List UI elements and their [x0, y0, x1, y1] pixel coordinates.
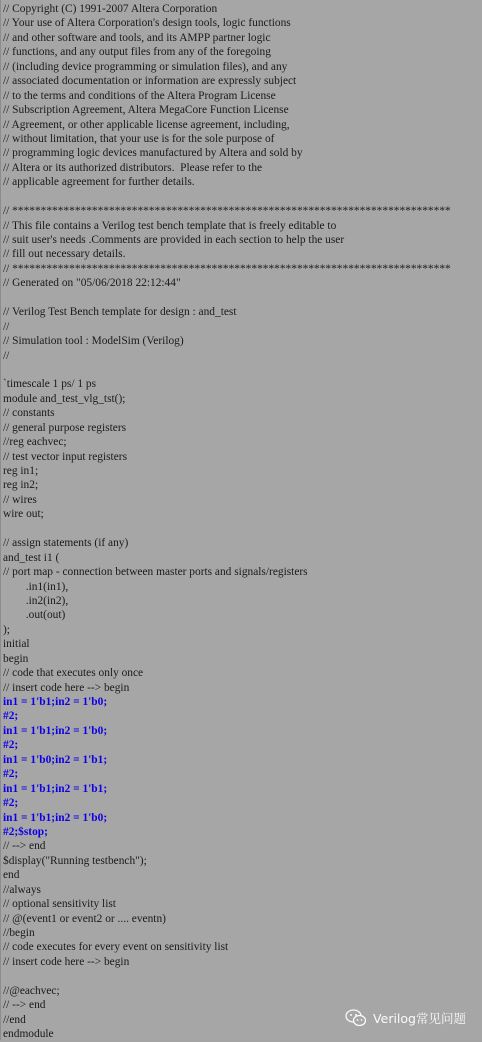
- code-line: // *****************************************************************************: [3, 262, 451, 275]
- code-line: in1 = 1'b1;in2 = 1'b0;: [3, 811, 108, 824]
- code-line: //begin: [3, 927, 35, 939]
- code-line: // This file contains a Verilog test bench template that is freely editable to: [3, 219, 337, 232]
- code-line: //: [3, 320, 10, 333]
- wechat-icon: [345, 1009, 367, 1027]
- code-line: // general purpose registers: [3, 421, 127, 434]
- code-line: in1 = 1'b1;in2 = 1'b1;: [3, 782, 108, 795]
- code-line: // --> end: [3, 840, 46, 853]
- code-line: reg in2;: [3, 479, 39, 492]
- code-line: //: [3, 349, 10, 362]
- code-line: // Agreement, or other applicable license agreement, including,: [3, 118, 290, 131]
- code-line: // Subscription Agreement, Altera MegaCore Function License: [3, 104, 289, 117]
- code-line: //reg eachvec;: [3, 436, 67, 449]
- code-line: end: [3, 869, 20, 882]
- code-line: //@eachvec;: [3, 984, 60, 997]
- code-line: // Your use of Altera Corporation's design tools, logic functions: [3, 17, 291, 30]
- code-line: in1 = 1'b0;in2 = 1'b1;: [3, 753, 108, 766]
- code-line: #2;: [3, 797, 19, 810]
- code-line: #2;: [3, 768, 19, 781]
- code-line: // insert code here --> begin: [3, 955, 130, 968]
- code-line: // code that executes only once: [3, 667, 144, 680]
- code-line: // applicable agreement for further details.: [3, 176, 195, 189]
- code-line: [3, 291, 481, 305]
- watermark-label: Verilog常见问题: [373, 1011, 466, 1026]
- code-line: #2;: [3, 710, 19, 723]
- code-line: //end: [3, 1013, 26, 1026]
- code-line: endmodule: [3, 1028, 54, 1041]
- code-line: module and_test_vlg_tst();: [3, 392, 126, 405]
- code-line: );: [3, 623, 10, 636]
- code-line: // suit user's needs .Comments are provided in each section to help the user: [3, 234, 345, 246]
- code-line: reg in1;: [3, 465, 39, 477]
- code-line: // fill out necessary details.: [3, 248, 126, 261]
- code-line: // Altera or its authorized distributors. Please refer to the: [3, 161, 263, 174]
- code-line: // constants: [3, 407, 55, 420]
- code-line: // and other software and tools, and its AMPP partner logic: [3, 31, 271, 44]
- code-line: // optional sensitivity list: [3, 898, 116, 911]
- code-area[interactable]: [3, 2, 481, 1042]
- code-line: #2;: [3, 739, 19, 752]
- code-line: // Copyright (C) 1991-2007 Altera Corporation: [3, 3, 218, 15]
- code-line: // associated documentation or information are expressly subject: [3, 75, 297, 88]
- code-line: initial: [3, 638, 30, 651]
- watermark: [345, 1009, 466, 1027]
- code-line: [3, 363, 481, 377]
- code-line: `timescale 1 ps/ 1 ps: [3, 378, 97, 391]
- code-line: begin: [3, 652, 29, 665]
- code-line: .in1(in1),: [3, 580, 69, 593]
- code-line: // wires: [3, 493, 37, 506]
- code-line: [3, 190, 481, 204]
- code-line: [3, 969, 481, 983]
- code-line: // port map - connection between master ports and signals/registers: [3, 566, 308, 579]
- code-line: and_test i1 (: [3, 551, 60, 564]
- code-line: // code executes for every event on sensitivity list: [3, 941, 229, 954]
- code-line: // Generated on "05/06/2018 22:12:44": [3, 277, 181, 290]
- code-line: // insert code here --> begin: [3, 681, 130, 694]
- code-line: #2;$stop;: [3, 825, 48, 838]
- code-line: // without limitation, that your use is for the sole purpose of: [3, 132, 275, 145]
- code-line: // assign statements (if any): [3, 537, 129, 550]
- code-line: wire out;: [3, 508, 44, 521]
- code-line: // Verilog Test Bench template for design : and_test: [3, 306, 237, 319]
- code-line: // @(event1 or event2 or .... eventn): [3, 912, 166, 925]
- code-line: // Simulation tool : ModelSim (Verilog): [3, 335, 184, 348]
- code-line: // --> end: [3, 999, 46, 1012]
- code-line: // test vector input registers: [3, 450, 128, 463]
- code-line: .in2(in2),: [3, 594, 69, 607]
- code-line: $display("Running testbench");: [3, 854, 147, 867]
- code-line: // (including device programming or simulation files), and any: [3, 60, 288, 73]
- code-line: .out(out): [3, 609, 66, 622]
- code-line: // programming logic devices manufactured by Altera and sold by: [3, 147, 303, 160]
- code-line: // to the terms and conditions of the Altera Program License: [3, 89, 276, 102]
- code-line: in1 = 1'b1;in2 = 1'b0;: [3, 696, 108, 708]
- code-line: // *****************************************************************************: [3, 205, 451, 218]
- code-line: in1 = 1'b1;in2 = 1'b0;: [3, 724, 108, 737]
- code-line: // functions, and any output files from any of the foregoing: [3, 46, 271, 59]
- code-line: [3, 522, 481, 536]
- code-line: //always: [3, 883, 41, 896]
